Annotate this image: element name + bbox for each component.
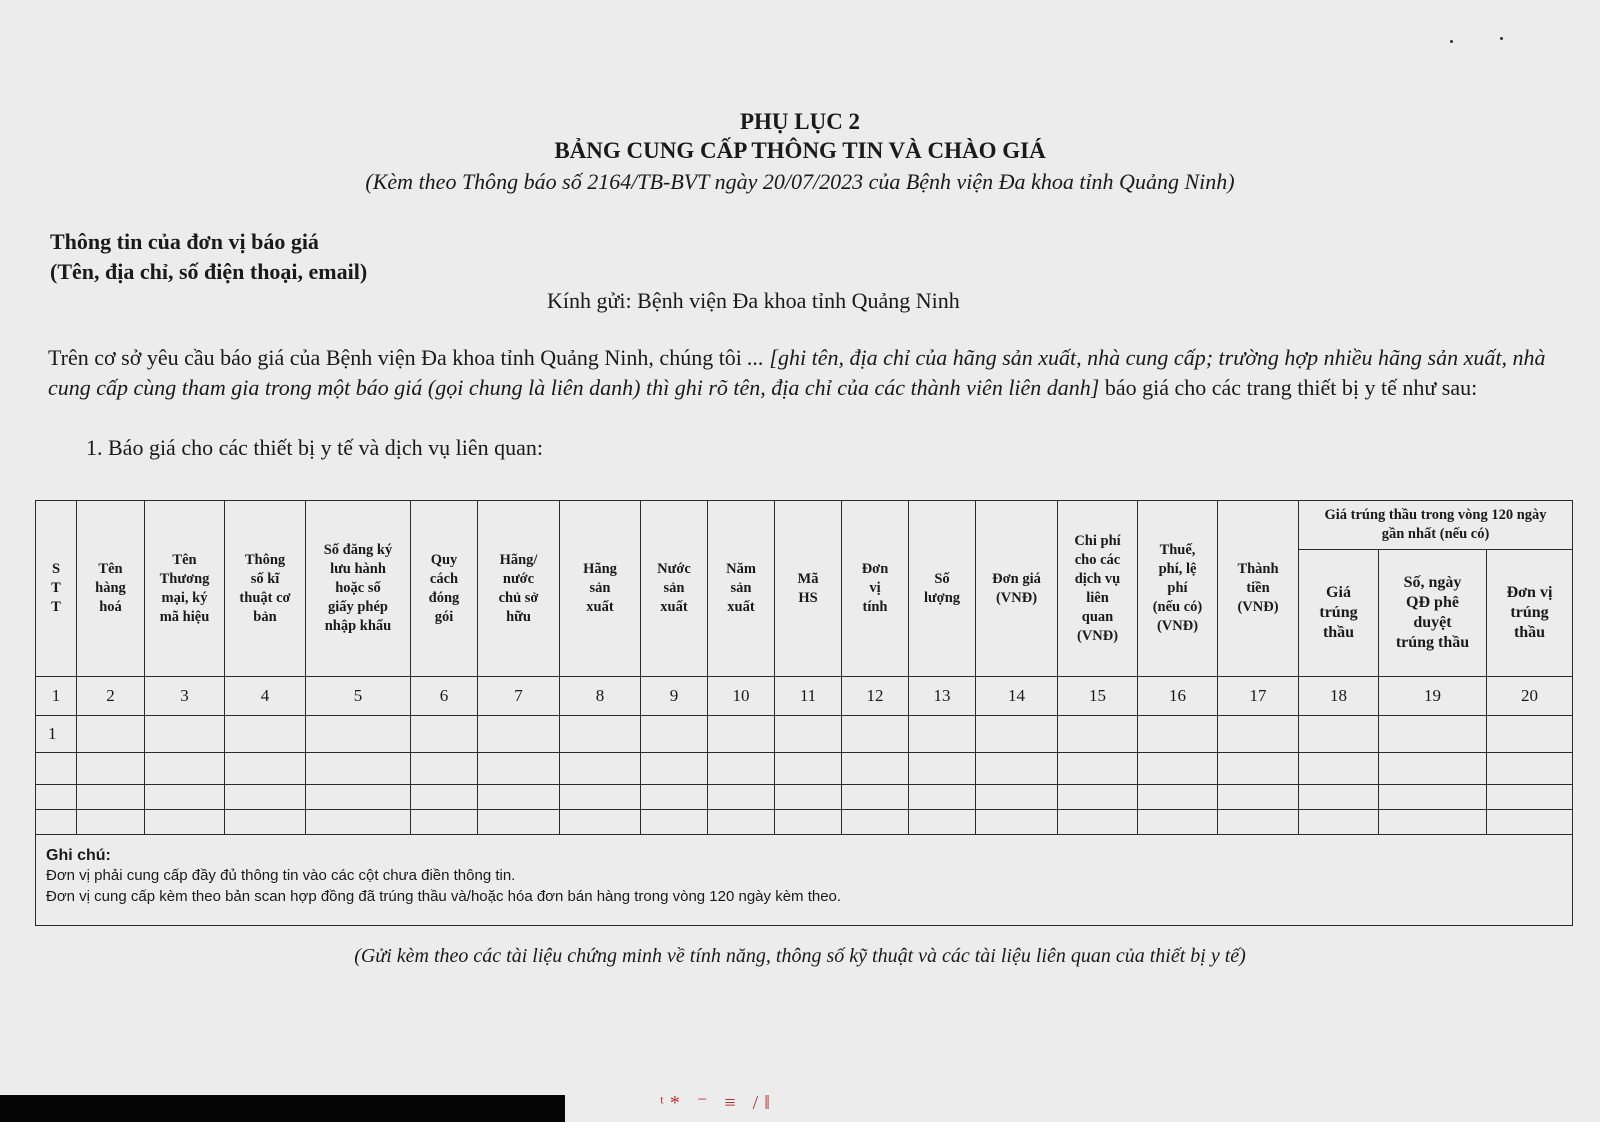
note-line-1: Đơn vị phải cung cấp đầy đủ thông tin vào các cột chưa điền thông tin. [46,867,516,884]
column-number: 5 [306,677,411,716]
form-subtitle: (Kèm theo Thông báo số 2164/TB-BVT ngày 20/07/2023 của Bệnh viện Đa khoa tỉnh Quảng Ninh) [365,169,1235,194]
col-header-8 [560,501,641,677]
column-number: 20 [1487,677,1573,716]
table-cell [1058,753,1138,785]
col-header-5 [306,501,411,677]
table-cell [560,810,641,835]
table-cell [225,716,306,753]
table-cell [560,753,641,785]
list-item-1: 1. Báo giá cho các thiết bị y tế và dịch vụ liên quan: [86,435,543,460]
col-header-20 [1487,550,1573,677]
table-cell [1138,716,1218,753]
table-cell [478,716,560,753]
table-cell [77,810,145,835]
table-row [36,753,1573,785]
table-row [36,716,1573,753]
col-header-label: Số lượng [923,570,961,606]
column-number: 19 [1379,677,1487,716]
col-header-14 [976,501,1058,677]
table-cell [1058,716,1138,753]
column-number: 1 [36,677,77,716]
table-cell [1379,716,1487,753]
col-header-11 [775,501,842,677]
column-number: 14 [976,677,1058,716]
table-cell [560,785,641,810]
table-cell [775,785,842,810]
table-cell [560,716,641,753]
col-header-6 [411,501,478,677]
col-header-label: Số đăng ký lưu hành hoặc số giấy phép nhập khẩu [323,542,393,634]
table-row [36,810,1573,835]
column-number: 10 [708,677,775,716]
table-cell [1218,810,1299,835]
table-cell [306,753,411,785]
col-header-label: Giá trúng thầu [1319,584,1358,642]
table-cell [77,753,145,785]
table-cell [1218,785,1299,810]
table-row [36,785,1573,810]
notes-cell [36,835,1573,926]
table-cell [145,753,225,785]
table-cell [909,810,976,835]
col-header-2 [77,501,145,677]
col-header-label: S T T [51,561,61,615]
table-cell [411,716,478,753]
greeting: Kính gửi: Bệnh viện Đa khoa tỉnh Quảng Ninh [547,288,960,313]
scan-speck [1450,40,1453,43]
col-header-label: Hãng sản xuất [583,561,617,615]
table-cell [77,785,145,810]
col-header-label: Đơn vị trúng thầu [1506,584,1553,642]
column-number: 3 [145,677,225,716]
stamp-bleed-marks: ᵗ* ⁻ ≡ /ǁ [660,1092,776,1114]
table-cell [225,810,306,835]
table-cell [1487,716,1573,753]
table-cell [1218,753,1299,785]
table-cell [1299,785,1379,810]
col-header-label: Tên hàng hoá [95,561,126,615]
col-header-18 [1299,550,1379,677]
col-header-1 [36,501,77,677]
column-number: 2 [77,677,145,716]
table-cell [225,753,306,785]
table-cell [641,753,708,785]
notes-title: Ghi chú: [46,847,111,864]
col-header-9 [641,501,708,677]
table-cell [306,716,411,753]
column-number: 13 [909,677,976,716]
table-cell [306,785,411,810]
column-number: 6 [411,677,478,716]
col-header-label: Thành tiền (VNĐ) [1237,561,1279,615]
table-cell [1299,716,1379,753]
intro-text-end: báo giá cho các trang thiết bị y tế như sau: [1099,375,1478,400]
col-header-10 [708,501,775,677]
table-cell [1299,753,1379,785]
col-header-label: Tên Thương mại, ký mã hiệu [159,551,210,625]
col-header-3 [145,501,225,677]
table-cell [145,785,225,810]
table-cell [775,716,842,753]
quoting-unit-details-hint: (Tên, địa chỉ, số điện thoại, email) [50,259,368,284]
column-number: 12 [842,677,909,716]
table-cell [1218,716,1299,753]
col-header-label: Thuế, phí, lệ phí (nếu có) (VNĐ) [1152,542,1203,634]
col-header-label: Đơn giá (VNĐ) [992,570,1041,606]
column-number: 7 [478,677,560,716]
col-header-label: Quy cách đóng gói [428,551,460,625]
column-number: 17 [1218,677,1299,716]
col-header-label: Nước sản xuất [657,561,691,615]
table-cell [411,753,478,785]
quotation-table [35,500,1573,926]
table-cell [36,810,77,835]
table-cell [976,810,1058,835]
col-header-4 [225,501,306,677]
table-cell [641,785,708,810]
table-cell [708,716,775,753]
col-header-15 [1058,501,1138,677]
table-cell [976,716,1058,753]
table-cell [145,716,225,753]
table-cell [478,810,560,835]
table-cell [145,810,225,835]
col-header-label: Chi phí cho các dịch vụ liên quan (VNĐ) [1074,532,1121,644]
table-cell [842,753,909,785]
col-header-16 [1138,501,1218,677]
col-header-17 [1218,501,1299,677]
table-cell [976,785,1058,810]
col-group-label: Giá trúng thầu trong vòng 120 ngày gần nhất (nếu có) [1324,507,1547,543]
table-cell [909,716,976,753]
intro-paragraph [48,343,1548,403]
notes-row [36,835,1573,926]
table-cell [225,785,306,810]
table-cell [641,810,708,835]
col-header-label: Mã HS [797,570,819,606]
col-header-label: Số, ngày QĐ phê duyệt trúng thầu [1395,574,1470,652]
scan-speck [1500,37,1503,40]
appendix-title: PHỤ LỤC 2 [739,109,861,134]
table-cell [708,810,775,835]
table-cell [36,753,77,785]
column-number: 15 [1058,677,1138,716]
table-cell [775,753,842,785]
table-cell [775,810,842,835]
table-cell [1487,785,1573,810]
col-header-13 [909,501,976,677]
note-line-2: Đơn vị cung cấp kèm theo bản scan hợp đồng đã trúng thầu và/hoặc hóa đơn bán hàng trong vòng 120 ngày kèm theo. [46,888,842,905]
col-header-19 [1379,550,1487,677]
col-header-12 [842,501,909,677]
table-cell [1138,753,1218,785]
col-header-label: Thông số kĩ thuật cơ bản [239,551,291,625]
table-cell [1299,810,1379,835]
table-cell [976,753,1058,785]
table-cell [708,753,775,785]
column-number: 18 [1299,677,1379,716]
column-number: 8 [560,677,641,716]
table-cell [1487,810,1573,835]
intro-instruction: ... [ghi tên, địa chỉ của hãng sản xuất, nhà cung cấp; trường hợp nhiều hãng sản xuất, nhà cung cấp cùng tham gia trong một báo giá (gọi chung là liên danh) thì ghi rõ tên, địa chỉ của các thành viên liên danh] [48,345,1546,400]
col-header-label: Đơn vị tính [861,561,889,615]
column-number-row [36,677,1573,716]
col-header-7 [478,501,560,677]
table-cell [842,716,909,753]
table-cell [641,716,708,753]
table-cell [1379,810,1487,835]
table-cell [36,785,77,810]
table-cell [411,810,478,835]
table-cell [1138,810,1218,835]
column-number: 16 [1138,677,1218,716]
quoting-unit-heading: Thông tin của đơn vị báo giá [50,229,319,254]
form-title: BẢNG CUNG CẤP THÔNG TIN VÀ CHÀO GIÁ [554,138,1046,163]
attachment-note: (Gửi kèm theo các tài liệu chứng minh về tính năng, thông số kỹ thuật và các tài liệu liên quan của thiết bị y tế) [354,945,1246,967]
table-cell [1058,785,1138,810]
scan-edge-shadow [0,1095,565,1122]
table-cell [1379,753,1487,785]
table-cell [306,810,411,835]
table-cell [842,810,909,835]
table-cell [708,785,775,810]
table-cell [1138,785,1218,810]
col-header-label: Hãng/ nước chủ sở hữu [498,551,539,625]
stt-cell: 1 [36,716,77,753]
table-cell [478,785,560,810]
col-header-label: Năm sản xuất [726,561,756,615]
table-cell [1487,753,1573,785]
column-number: 11 [775,677,842,716]
table-cell [1379,785,1487,810]
table-cell [1058,810,1138,835]
column-number: 9 [641,677,708,716]
column-number: 4 [225,677,306,716]
table-cell [478,753,560,785]
table-cell [909,785,976,810]
table-cell [411,785,478,810]
table-cell [842,785,909,810]
intro-text: Trên cơ sở yêu cầu báo giá của Bệnh viện Đa khoa tỉnh Quảng Ninh, chúng tôi [48,345,742,370]
table-cell [77,716,145,753]
col-group-header [1299,501,1573,550]
table-cell [909,753,976,785]
